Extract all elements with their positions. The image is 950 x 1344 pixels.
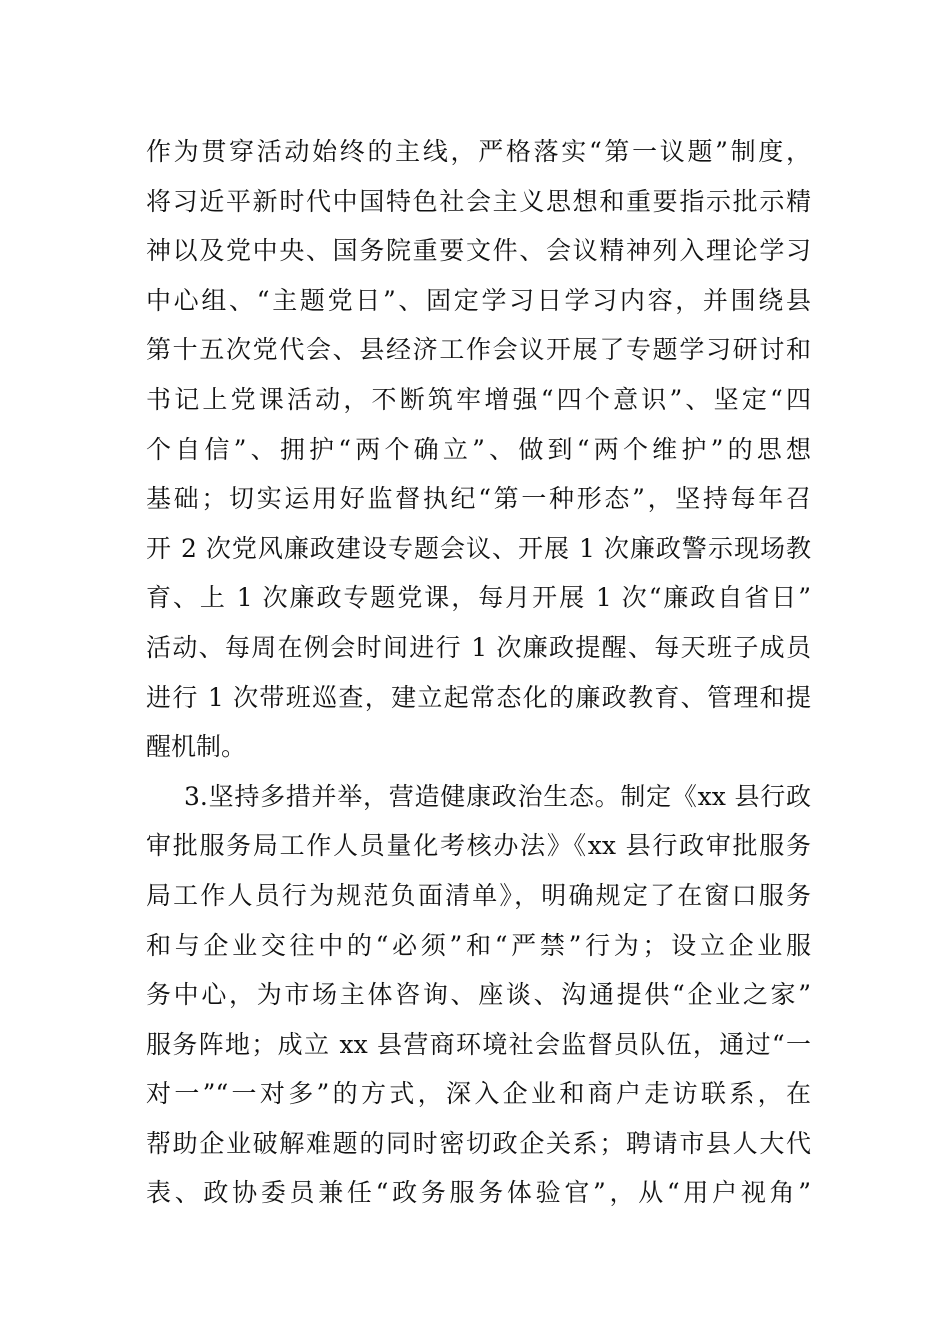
body-text — [146, 127, 811, 1218]
text-line: 对一”“一对多”的方式，深入企业和商户走访联系，在 — [146, 1079, 811, 1109]
section-heading-line: 3.坚持多措并举，营造健康政治生态。制定《xx 县行政 — [184, 781, 811, 811]
text-line: 育、上 1 次廉政专题党课，每月开展 1 次“廉政自省日” — [146, 583, 811, 613]
text-line: 务中心，为市场主体咨询、座谈、沟通提供“企业之家” — [146, 980, 811, 1010]
text-line: 审批服务局工作人员量化考核办法》《xx 县行政审批服务 — [146, 831, 811, 861]
text-line: 局工作人员行为规范负面清单》，明确规定了在窗口服务 — [146, 880, 811, 910]
text-line: 和与企业交往中的“必须”和“严禁”行为；设立企业服 — [146, 930, 811, 960]
text-line: 基础；切实运用好监督执纪“第一种形态”，坚持每年召 — [146, 484, 811, 514]
text-line: 神以及党中央、国务院重要文件、会议精神列入理论学习 — [146, 236, 811, 266]
text-line: 书记上党课活动，不断筑牢增强“四个意识”、坚定“四 — [146, 384, 811, 414]
text-line: 进行 1 次带班巡查，建立起常态化的廉政教育、管理和提 — [146, 682, 811, 712]
paragraph-end-line: 醒机制。 — [146, 732, 247, 762]
text-line: 作为贯穿活动始终的主线，严格落实“第一议题”制度， — [146, 137, 811, 166]
text-line: 活动、每周在例会时间进行 1 次廉政提醒、每天班子成员 — [146, 632, 811, 662]
text-line: 服务阵地；成立 xx 县营商环境社会监督员队伍，通过“一 — [146, 1029, 811, 1059]
text-line: 个自信”、拥护“两个确立”、做到“两个维护”的思想 — [146, 434, 811, 464]
text-line: 开 2 次党风廉政建设专题会议、开展 1 次廉政警示现场教 — [146, 533, 811, 563]
text-line: 第十五次党代会、县经济工作会议开展了专题学习研讨和 — [146, 335, 811, 365]
text-line: 将习近平新时代中国特色社会主义思想和重要指示批示精 — [146, 186, 811, 216]
text-line: 表、政协委员兼任“政务服务体验官”，从“用户视角” — [146, 1178, 811, 1208]
text-line: 中心组、“主题党日”、固定学习日学习内容，并围绕县 — [146, 285, 811, 315]
text-line: 帮助企业破解难题的同时密切政企关系；聘请市县人大代 — [146, 1128, 811, 1158]
